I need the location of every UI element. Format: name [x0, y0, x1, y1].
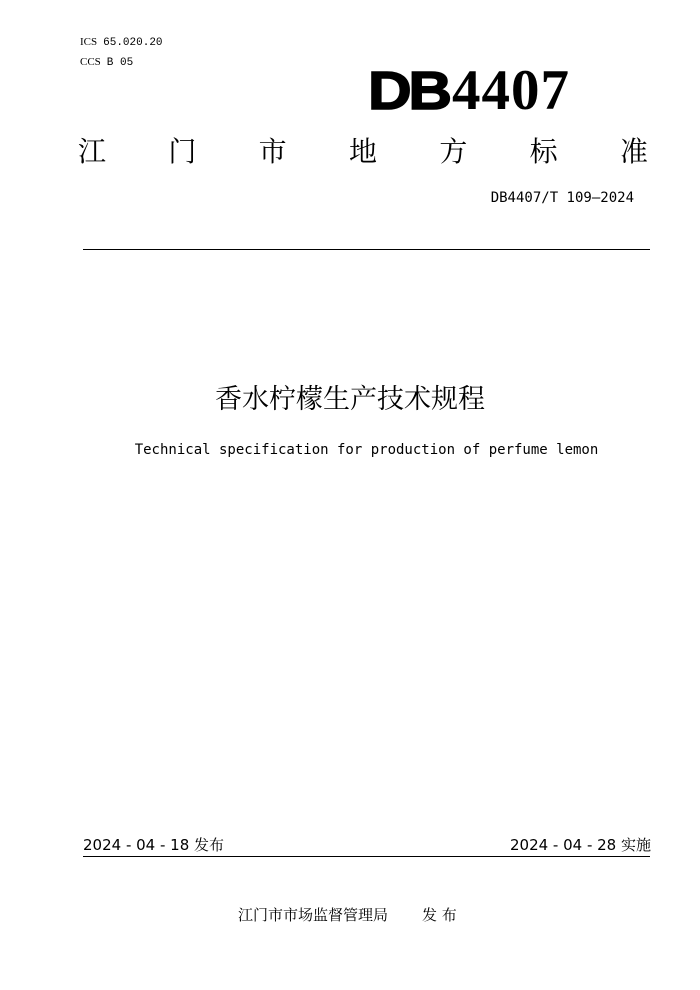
ics-line: [80, 33, 163, 53]
bottom-divider: [83, 856, 650, 857]
logo-prefix: DB: [368, 61, 449, 121]
standard-type-char: 标: [529, 135, 558, 168]
document-title-cn: 香水柠檬生产技术规程: [215, 384, 485, 415]
ccs-code: B 05: [106, 57, 134, 69]
standard-number: DB4407/T 109—2024: [490, 190, 634, 206]
ccs-line: [80, 53, 163, 73]
issue-date: 2024 - 04 - 18 发布: [83, 836, 225, 854]
publisher: [238, 904, 457, 925]
standard-type-char: 门: [168, 135, 197, 168]
standard-type: [78, 132, 648, 172]
ccs-label: CCS: [80, 56, 101, 68]
publisher-action: 发 布: [422, 906, 457, 924]
top-divider: [83, 249, 650, 250]
standard-type-char: 方: [439, 135, 468, 168]
standard-type-char: 江: [78, 135, 107, 168]
standard-type-char: 地: [348, 135, 377, 168]
standard-type-char: 市: [258, 135, 287, 168]
ics-label: ICS: [80, 36, 98, 48]
publisher-name: 江门市市场监督管理局: [238, 906, 389, 924]
implementation-date: 2024 - 04 - 28 实施: [509, 836, 651, 854]
classification-codes: [80, 33, 163, 73]
standard-type-char: 准: [619, 135, 648, 168]
db-logo: [368, 54, 570, 122]
logo-number: 4407: [452, 59, 570, 122]
ics-code: 65.020.20: [103, 37, 163, 49]
document-title-en: Technical specification for production of perfume lemon: [134, 442, 599, 458]
